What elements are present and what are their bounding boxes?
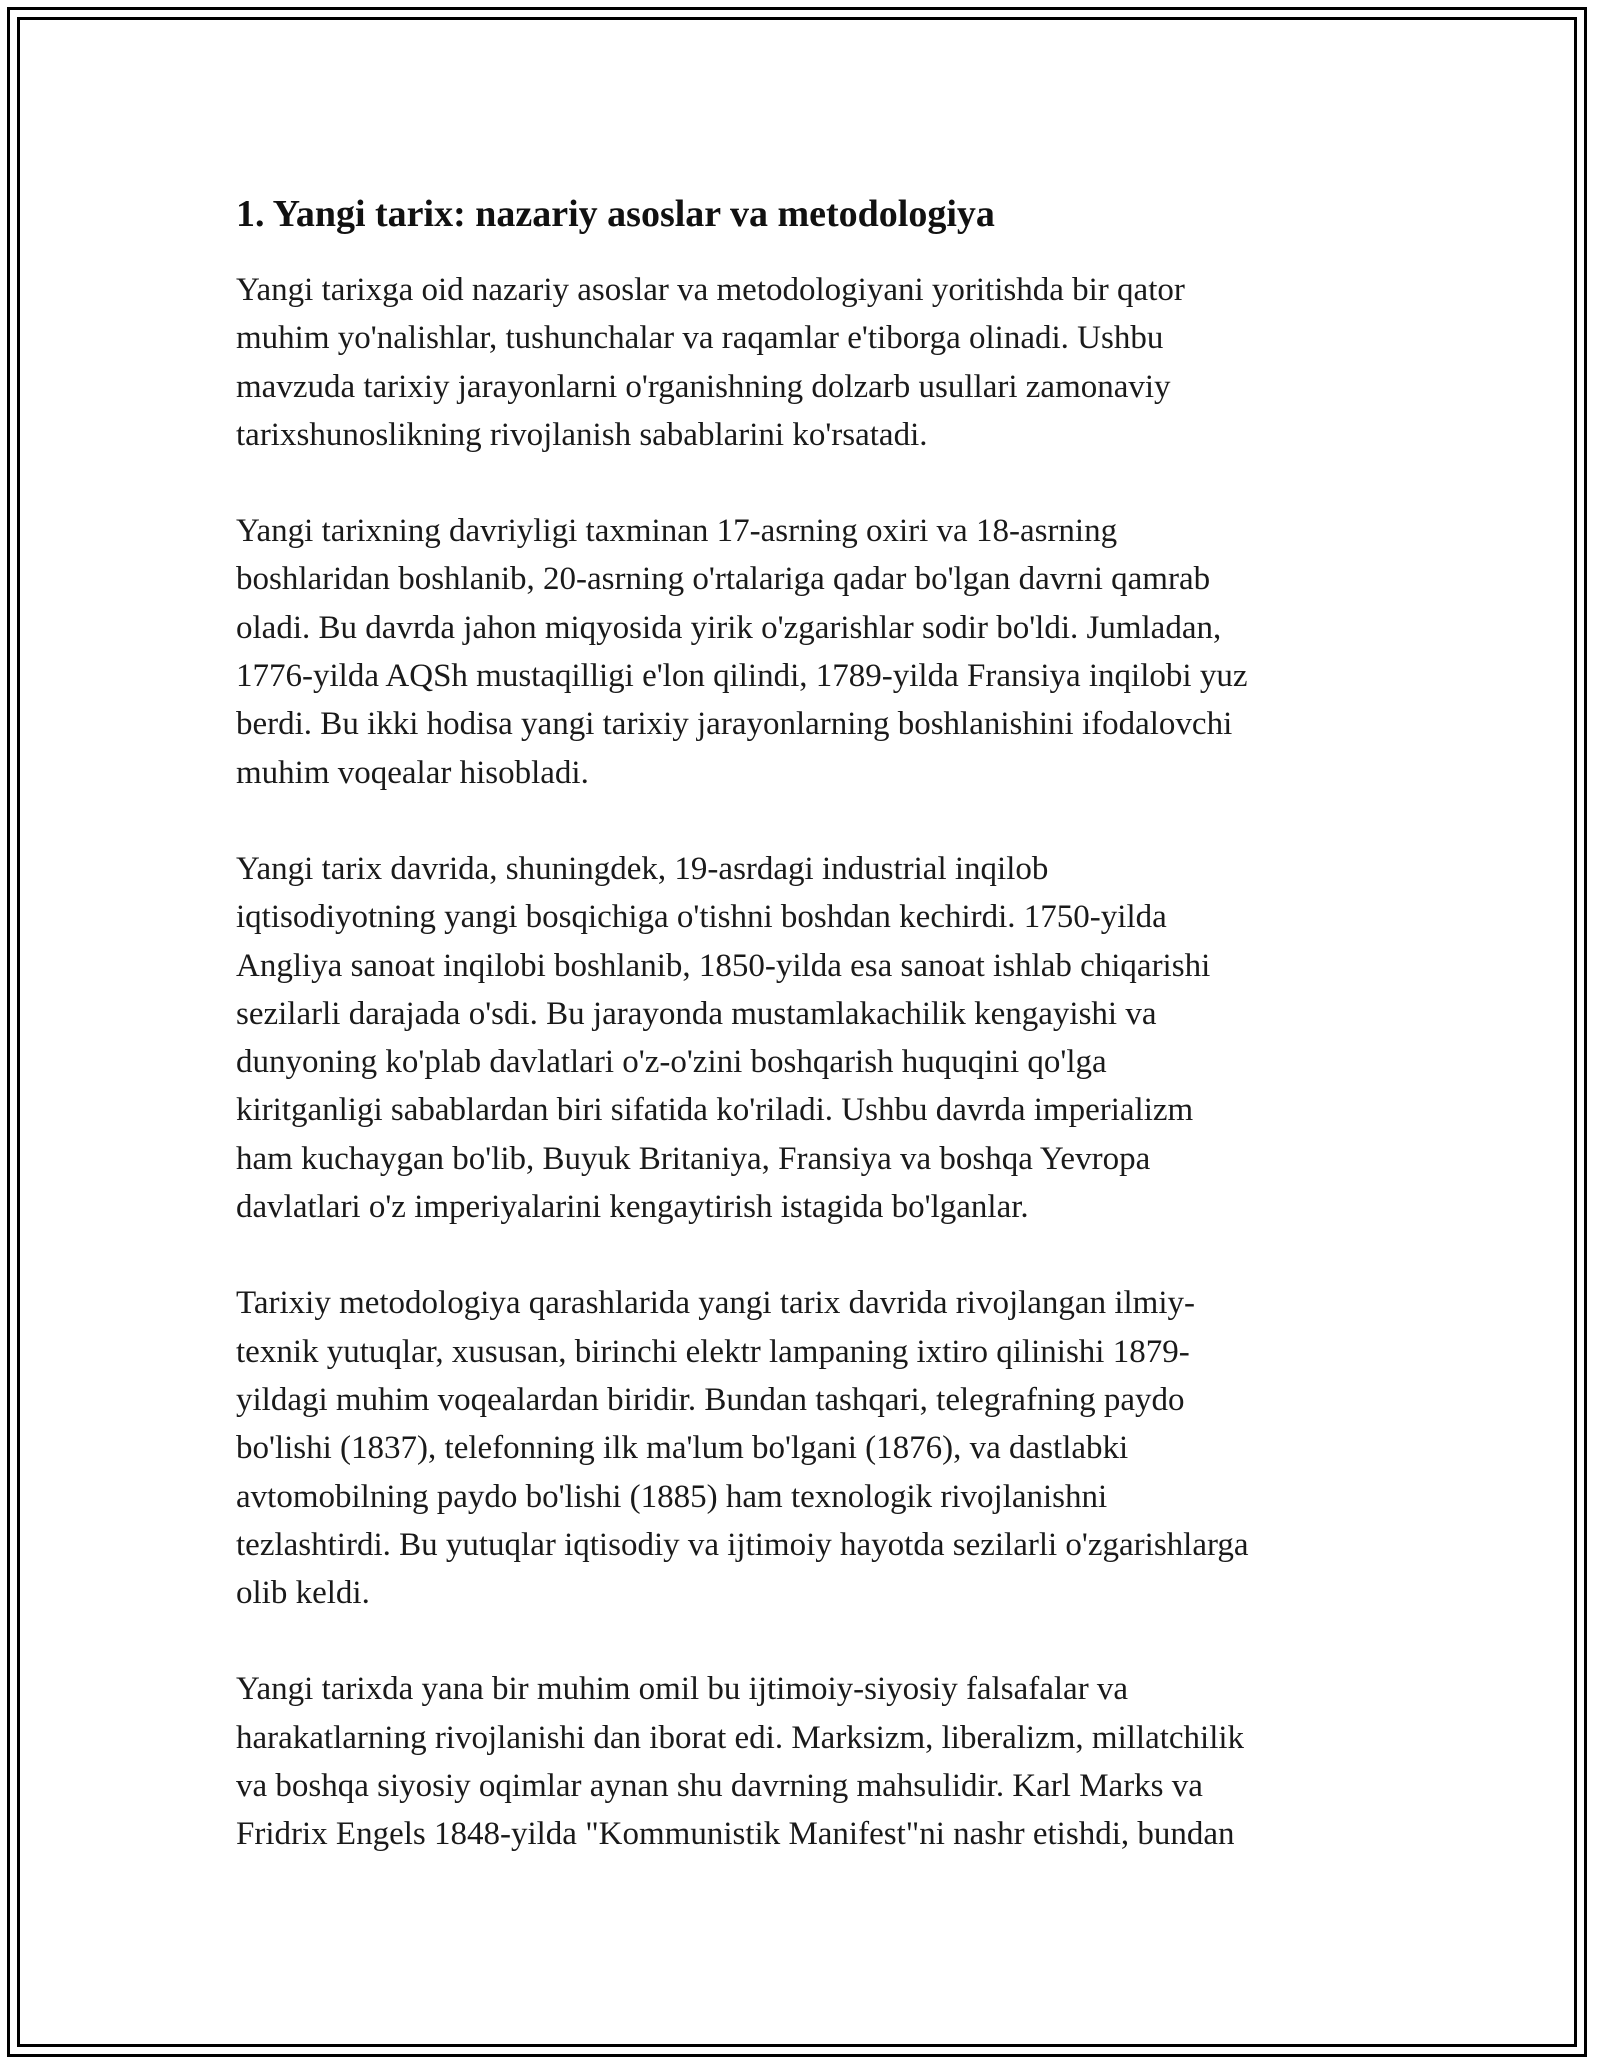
text-line: iqtisodiyotning yangi bosqichiga o'tishni boshdan kechirdi. 1750-yilda xyxy=(236,899,1167,936)
text-line: dunyoning ko'plab davlatlari o'z-o'zini boshqarish huquqini qo'lga xyxy=(236,1044,1107,1081)
text-line: kiritganligi sabablardan biri sifatida ko'riladi. Ushbu davrda imperializm xyxy=(236,1092,1194,1129)
text-line: tarixshunoslikning rivojlanish sabablarini ko'rsatadi. xyxy=(236,416,928,453)
text-line: 1776-yilda AQSh mustaqilligi e'lon qilindi, 1789-yilda Fransiya inqilobi yuz xyxy=(236,658,1248,695)
text-line: ham kuchaygan bo'lib, Buyuk Britaniya, Fransiya va boshqa Yevropa xyxy=(236,1140,1151,1177)
text-line: oladi. Bu davrda jahon miqyosida yirik o'zgarishlar sodir bo'ldi. Jumladan, xyxy=(236,609,1222,646)
text-line: Yangi tarixga oid nazariy asoslar va metodologiyani yoritishda bir qator xyxy=(236,272,1185,308)
section-heading: 1. Yangi tarix: nazariy asoslar va metodologiya xyxy=(236,193,995,235)
text-line: va boshqa siyosiy oqimlar aynan shu davrning mahsulidir. Karl Marks va xyxy=(236,1768,1203,1805)
text-line: sezilarli darajada o'sdi. Bu jarayonda mustamlakachilik kengayishi va xyxy=(236,995,1157,1032)
text-line: mavzuda tarixiy jarayonlarni o'rganishning dolzarb usullari zamonaviy xyxy=(236,368,1171,405)
text-line: davlatlari o'z imperiyalarini kengaytirish istagida bo'lganlar. xyxy=(236,1189,1029,1226)
text-line: Angliya sanoat inqilobi boshlanib, 1850-yilda esa sanoat ishlab chiqarishi xyxy=(236,947,1211,984)
document-body xyxy=(236,188,1366,1907)
text-line: muhim yo'nalishlar, tushunchalar va raqamlar e'tiborga olinadi. Ushbu xyxy=(236,320,1164,357)
text-line: Yangi tarixda yana bir muhim omil bu ijtimoiy-siyosiy falsafalar va xyxy=(236,1671,1129,1708)
paragraph-industrial-revolution xyxy=(236,845,1366,1231)
text-line: texnik yutuqlar, xususan, birinchi elektr lampaning ixtiro qilinishi 1879- xyxy=(236,1333,1190,1370)
text-line: tezlashtirdi. Bu yutuqlar iqtisodiy va ijtimoiy hayotda sezilarli o'zgarishlarga xyxy=(236,1526,1249,1563)
text-line: avtomobilning paydo bo'lishi (1885) ham texnologik rivojlanishni xyxy=(236,1478,1108,1515)
text-line: bo'lishi (1837), telefonning ilk ma'lum bo'lgani (1876), va dastlabki xyxy=(236,1430,1129,1467)
text-line: Yangi tarixning davriyligi taxminan 17-asrning oxiri va 18-asrning xyxy=(236,513,1118,550)
paragraph-ideologies xyxy=(236,1665,1366,1858)
text-line: boshlaridan boshlanib, 20-asrning o'rtalariga qadar bo'lgan davrni qamrab xyxy=(236,561,1211,598)
paragraph-intro xyxy=(236,266,1366,459)
paragraph-periodization xyxy=(236,507,1366,797)
text-line: muhim voqealar hisobladi. xyxy=(236,754,589,791)
paragraph-technology xyxy=(236,1279,1366,1617)
text-line: Fridrix Engels 1848-yilda "Kommunistik Manifest"ni nashr etishdi, bundan xyxy=(236,1816,1235,1853)
text-line: harakatlarning rivojlanishi dan iborat edi. Marksizm, liberalizm, millatchilik xyxy=(236,1719,1245,1756)
text-line: Yangi tarix davrida, shuningdek, 19-asrdagi industrial inqilob xyxy=(236,850,1049,887)
text-line: Tarixiy metodologiya qarashlarida yangi tarix davrida rivojlangan ilmiy- xyxy=(236,1285,1195,1322)
text-line: berdi. Bu ikki hodisa yangi tarixiy jarayonlarning boshlanishini ifodalovchi xyxy=(236,706,1233,743)
text-line: olib keldi. xyxy=(236,1575,370,1612)
text-line: yildagi muhim voqealardan biridir. Bundan tashqari, telegrafning paydo xyxy=(236,1381,1185,1418)
